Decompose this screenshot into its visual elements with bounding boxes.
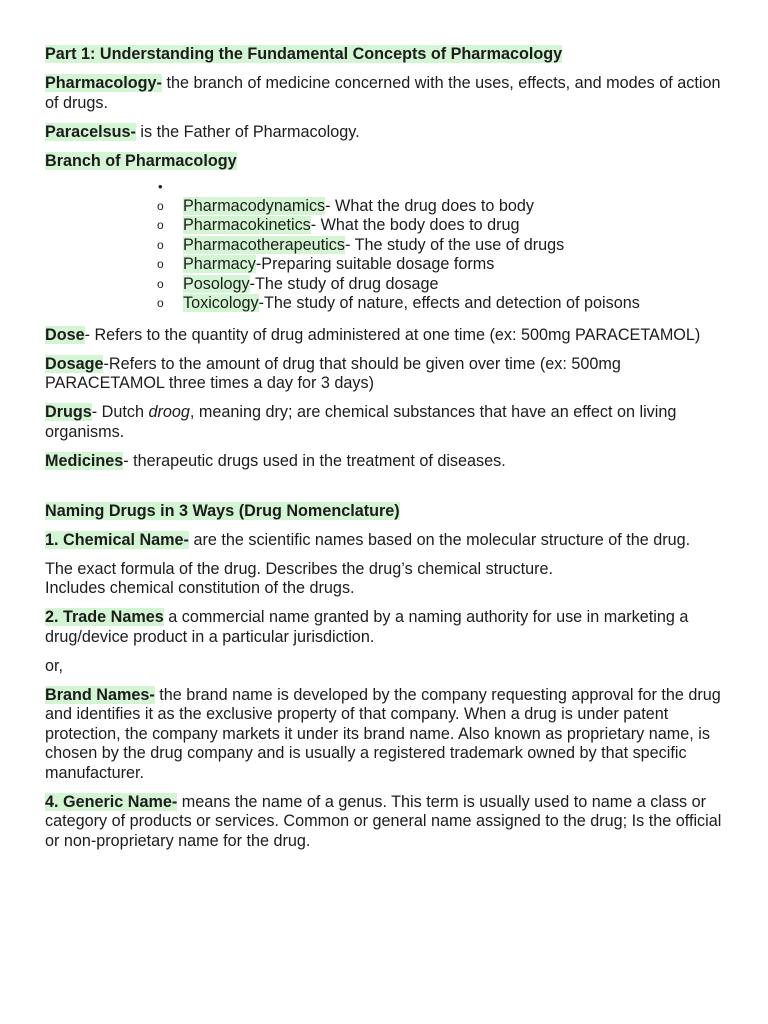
list-item — [157, 197, 728, 217]
circle-bullet-icon: o — [157, 198, 164, 213]
generic-name-definition — [45, 793, 728, 852]
part1-title-text: Part 1: Understanding the Fundamental Concepts of Pharmacology — [45, 45, 563, 63]
dose-term: Dose — [45, 325, 85, 344]
drugs-italic-word: droog — [148, 403, 190, 421]
pharmacology-text: the branch of medicine concerned with the uses, effects, and modes of action of drugs. — [45, 74, 721, 112]
chemical-name-detail: The exact formula of the drug. Describes the drug’s chemical structure. Includes chemical constitution of the drugs. — [45, 559, 554, 597]
branch-text: - What the body does to drug — [310, 216, 520, 234]
branch-text: -Preparing suitable dosage forms — [255, 255, 495, 273]
pharmacology-definition — [45, 74, 728, 113]
part1-title — [45, 45, 728, 65]
dosage-term: Dosage — [45, 354, 104, 373]
branch-term: Pharmacodynamics — [183, 196, 326, 215]
branch-term: Posology — [183, 274, 250, 293]
empty-bullet-item — [157, 177, 728, 197]
dose-text: - Refers to the quantity of drug administered at one time (ex: 500mg PARACETAMOL) — [84, 325, 701, 344]
chemical-name-term: 1. Chemical Name- — [45, 530, 189, 549]
drugs-text-before: - Dutch — [91, 403, 149, 421]
drugs-definition — [45, 403, 728, 442]
paracelsus-text: is the Father of Pharmacology. — [135, 122, 360, 141]
bullet-icon: • — [158, 179, 163, 194]
dose-definition — [45, 326, 728, 346]
list-item — [157, 255, 728, 275]
list-item — [157, 294, 728, 314]
medicines-term: Medicines — [45, 451, 124, 470]
list-item — [157, 216, 728, 236]
dosage-definition — [45, 355, 728, 394]
branch-text: - The study of the use of drugs — [344, 235, 565, 254]
branch-term: Pharmacotherapeutics — [183, 235, 345, 254]
brand-names-text: the brand name is developed by the company requesting approval for the drug and identifies it as the exclusive property of that company. When a drug is under patent protection, the company markets it under its brand name. Also known as proprietary name, is chosen by the drug company and is usually a registered trademark owned by that specific manufacturer. — [45, 685, 721, 782]
chemical-name-definition — [45, 531, 728, 551]
branch-text: -The study of drug dosage — [249, 274, 439, 293]
trade-names-term: 2. Trade Names — [45, 608, 164, 626]
dosage-text: -Refers to the amount of drug that should be given over time (ex: 500mg PARACETAMOL three times a day for 3 days) — [45, 354, 621, 392]
drugs-term: Drugs — [45, 403, 92, 421]
trade-names-definition — [45, 608, 728, 647]
list-item — [157, 275, 728, 295]
paracelsus-definition — [45, 123, 728, 143]
branch-term: Pharmacy — [183, 255, 256, 273]
or-text: or, — [45, 656, 63, 675]
generic-name-term: 4. Generic Name- — [45, 792, 178, 811]
medicines-definition — [45, 452, 728, 472]
branch-heading — [45, 152, 728, 172]
pharmacology-term: Pharmacology- — [45, 74, 162, 92]
circle-bullet-icon: o — [157, 237, 164, 252]
drugs-text-after: , meaning dry; are chemical substances that have an effect on living organisms. — [45, 403, 677, 441]
section-spacer — [45, 481, 728, 502]
branch-text: -The study of nature, effects and detection of poisons — [258, 294, 640, 312]
medicines-text: - therapeutic drugs used in the treatment of diseases. — [123, 451, 506, 470]
naming-heading — [45, 502, 728, 522]
paracelsus-term: Paracelsus- — [45, 122, 136, 141]
circle-bullet-icon: o — [157, 218, 164, 232]
chemical-name-text: are the scientific names based on the molecular structure of the drug. — [188, 530, 691, 549]
branch-text: - What the drug does to body — [325, 196, 534, 215]
branch-list — [45, 177, 728, 314]
circle-bullet-icon: o — [157, 257, 164, 271]
list-item — [157, 236, 728, 256]
circle-bullet-icon: o — [157, 296, 164, 310]
generic-name-text: means the name of a genus. This term is usually used to name a class or category of products or services. Common or general name assigned to the drug; Is the official or non-proprietary name for the drug. — [45, 792, 722, 850]
naming-heading-text: Naming Drugs in 3 Ways (Drug Nomenclature) — [45, 501, 400, 520]
branch-term: Pharmacokinetics — [183, 216, 311, 234]
brand-names-term: Brand Names- — [45, 685, 155, 704]
brand-names-definition — [45, 686, 728, 784]
branch-heading-text: Branch of Pharmacology — [45, 151, 237, 170]
circle-bullet-icon: o — [157, 276, 164, 291]
branch-term: Toxicology — [183, 294, 259, 312]
trade-names-text: a commercial name granted by a naming authority for use in marketing a drug/device product in a particular jurisdiction. — [45, 608, 689, 646]
